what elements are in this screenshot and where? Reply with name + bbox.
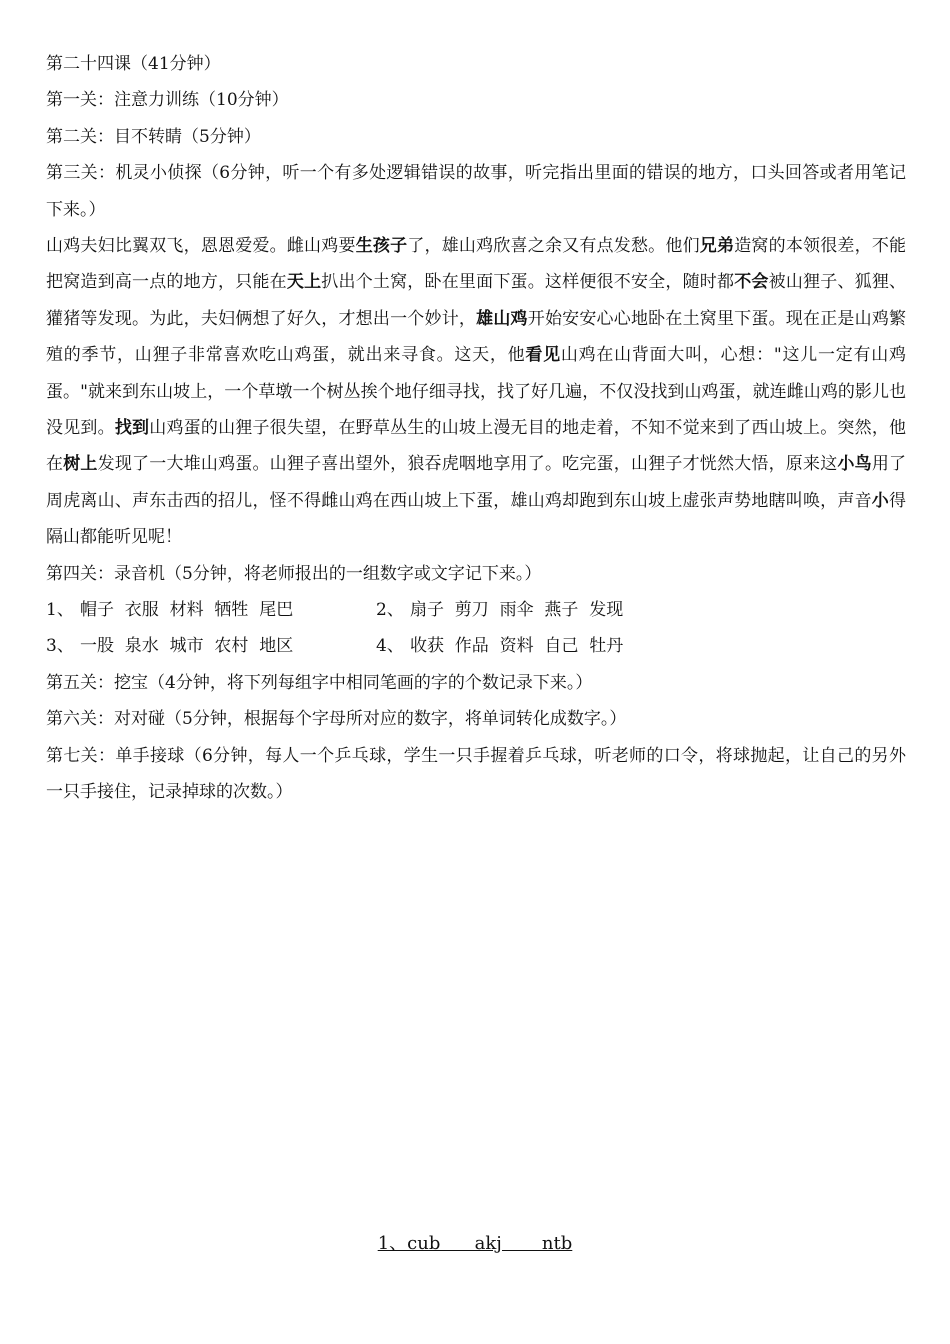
lesson-content [46,46,906,810]
story-text: 了，雄山鸡欣喜之余又有点发愁。他们 [407,235,700,256]
story-text: 开始安安心心地卧在土窝里下蛋。现在正是山鸡繁殖的季节，山狸子非常喜欢吃山鸡蛋，就出来寻食。这天，他 [46,308,907,366]
story-text: 用了周虎离山、声东击西的招儿，怪不得雌山鸡在西山坡上下蛋，雄山鸡却跑到东山坡上虚张声势地瞎叫唤，声音 [46,454,907,511]
story-paragraph [46,228,906,556]
level-3-line-2: 用笔记下来。） [46,163,906,220]
story-bold-word: 看见 [525,345,561,366]
story-text: 得隔山都能听见呢！ [46,490,907,548]
story-text: 山鸡在山背面大叫，心想："这儿一定有山鸡蛋。"就来到东山坡上，一个草墩一个树丛挨个地仔细寻找，找了好几遍，不仅没找到山鸡蛋，就连雌山鸡的影儿也没见到。 [46,345,907,439]
recall-group [46,628,376,664]
lesson-title: 第二十四课（41分钟） [46,54,221,74]
story-bold-word: 小鸟 [837,454,872,475]
story-text: 被山狸子、狐狸、獾猪等发现。为此，夫妇俩想了好久，才想出一个妙计， [46,272,907,329]
recall-group-words: 扇子 剪刀 雨伞 燕子 发现 [410,600,624,621]
word-code-text: 1、cub akj ntb [377,1233,573,1254]
level-5-treasure-dig: 第五关：挖宝（4分钟，将下列每组字中相同笔画的字的个数记录下来。） [46,672,593,693]
recall-group-number: 1、 [46,600,74,621]
recall-group-number: 2、 [376,600,404,621]
story-text: 山鸡蛋的山狸子很失望，在野草丛生的山坡上漫无目的地走着，不知不觉来到了西山坡上。突然，他在 [46,418,907,475]
level-2-focus: 第二关：目不转睛（5分钟） [46,126,261,147]
level-3-line-1: 第三关：机灵小侦探（6分钟，听一个有多处逻辑错误的故事，听完指出里面的错误的地方，口头回答或者 [46,163,855,184]
recall-group-number: 3、 [46,636,74,657]
story-bold-word: 雄山鸡 [476,308,528,329]
recall-group [46,592,376,628]
story-text: 造窝的本领很差，不能把窝造到高一点的地方，只能在 [46,235,907,293]
level-1-attention-training: 第一关：注意力训练（10分钟） [46,90,289,111]
recall-group [376,628,706,664]
story-text: 扒出个土窝，卧在里面下蛋。这样便很不安全，随时都 [321,272,735,293]
level-3-detective [46,155,906,228]
recall-row [46,628,906,664]
level-7-line-2: 另外一只手接住，记录掉球的次数。） [46,745,906,802]
story-bold-word: 小 [871,490,890,511]
level-6-matching: 第六关：对对碰（5分钟，根据每个字母所对应的数字，将单词转化成数字。） [46,709,627,730]
recall-group [376,592,706,628]
story-bold-word: 天上 [286,272,322,293]
level-7-one-hand-catch [46,738,906,811]
recall-group-words: 收获 作品 资料 自己 牡丹 [410,636,624,657]
recall-row [46,592,906,628]
story-bold-word: 生孩子 [355,235,408,256]
story-bold-word: 树上 [63,454,98,475]
word-code-exercise [0,1232,950,1256]
recall-group-words: 帽子 衣服 材料 牺牲 尾巴 [80,600,294,621]
story-bold-word: 不会 [734,272,769,293]
story-text: 发现了一大堆山鸡蛋。山狸子喜出望外，狼吞虎咽地享用了。吃完蛋，山狸子才恍然大悟，原来这 [97,454,838,475]
story-bold-word: 兄弟 [699,235,735,256]
story-bold-word: 找到 [114,418,150,439]
story-text: 山鸡夫妇比翼双飞，恩恩爱爱。雌山鸡要 [46,235,356,256]
recall-group-words: 一股 泉水 城市 农村 地区 [80,636,294,657]
level-7-line-1: 第七关：单手接球（6分钟，每人一个乒乓球，学生一只手握着乒乓球，听老师的口令，将球抛起，让自己的 [46,745,872,766]
level-4-recorder: 第四关：录音机（5分钟，将老师报出的一组数字或文字记下来。） [46,563,542,584]
recall-group-number: 4、 [376,636,404,657]
